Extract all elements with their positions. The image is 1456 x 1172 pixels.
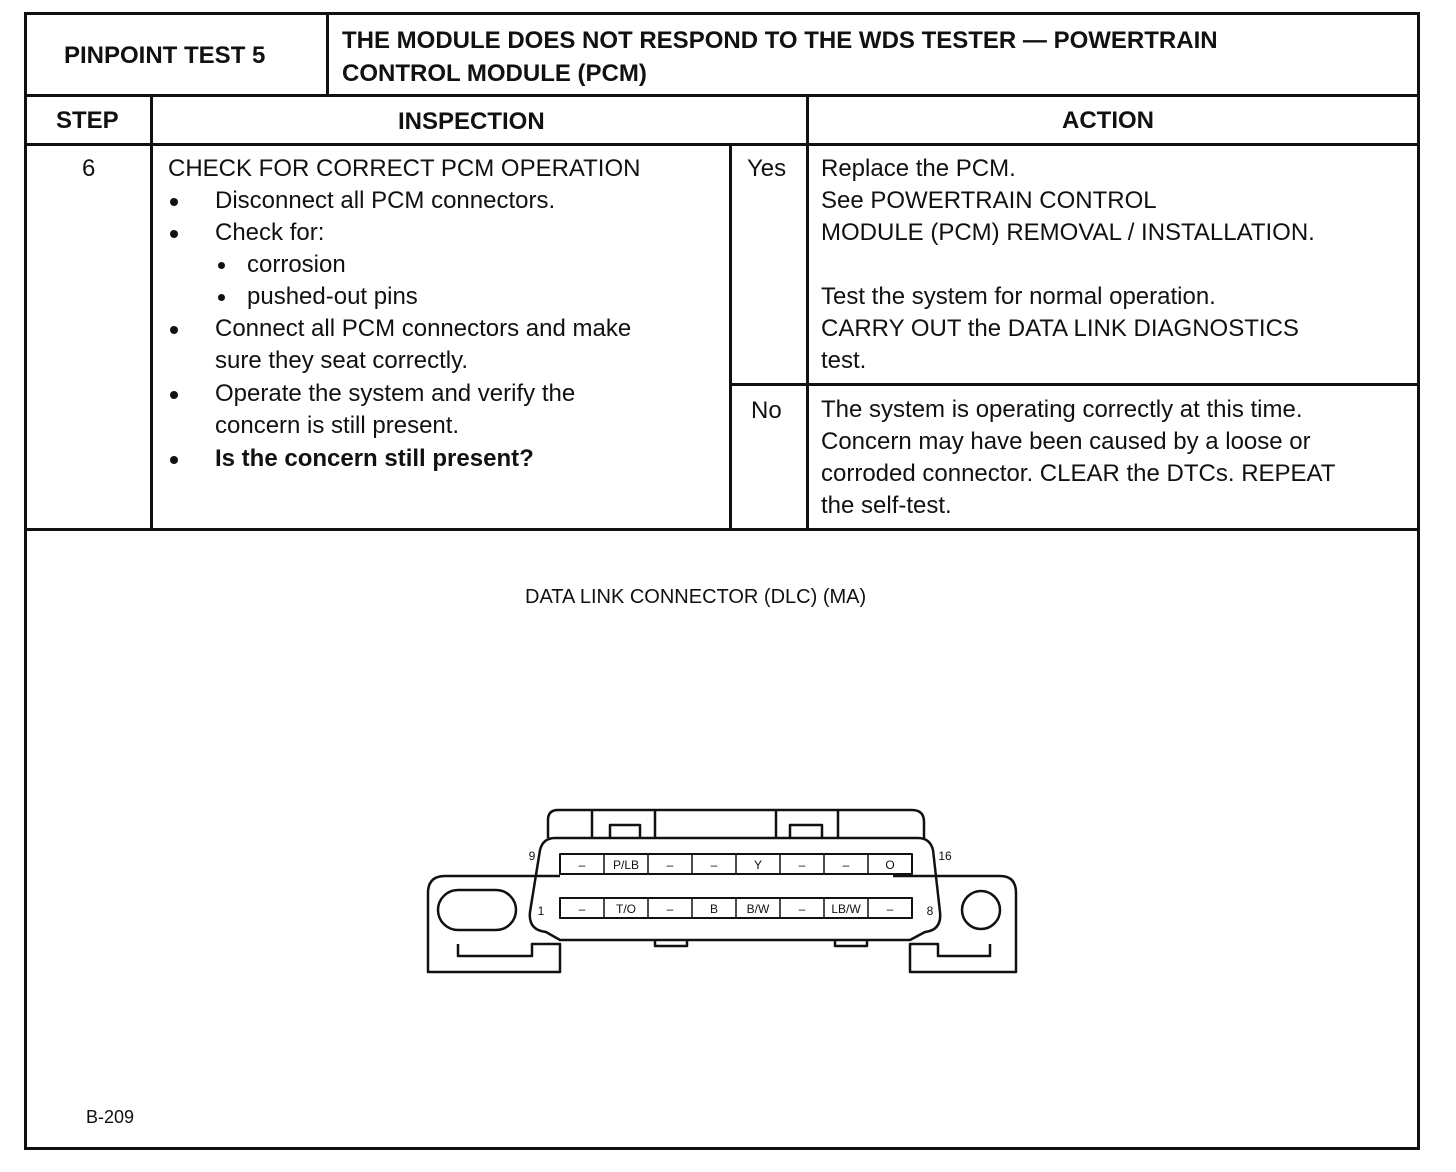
bottom-pin-label-5: – <box>798 902 806 916</box>
no-action-line: the self-test. <box>821 492 952 519</box>
sub-bullet-dot <box>218 262 225 269</box>
top-pin-label-7: O <box>885 858 895 872</box>
bottom-pin-label-0: – <box>578 902 586 916</box>
inspection-bullet: Connect all PCM connectors and make <box>215 315 632 342</box>
inspection-sub-bullet: corrosion <box>247 251 346 278</box>
inspection-bullet: Disconnect all PCM connectors. <box>215 187 556 214</box>
top-pin-label-6: – <box>842 858 850 872</box>
top-pin-label-5: – <box>798 858 806 872</box>
top-pin-label-2: – <box>666 858 674 872</box>
inspection-bullet-continued: sure they seat correctly. <box>215 347 468 374</box>
step-number: 6 <box>82 155 96 182</box>
right-mounting-hole <box>962 891 1000 929</box>
bottom-pin-label-1: T/O <box>616 902 636 916</box>
top-pin-label-4: Y <box>753 858 763 872</box>
inspection-column-header: INSPECTION <box>398 108 545 135</box>
no-action-line: corroded connector. CLEAR the DTCs. REPEAT <box>821 460 1336 487</box>
inspection-bullet: Operate the system and verify the <box>215 380 576 407</box>
action-col-divider <box>806 94 809 530</box>
bullet-dot <box>170 456 178 464</box>
connector-latch-notch <box>610 825 822 838</box>
no-action-line: The system is operating correctly at this time. <box>821 396 1303 423</box>
left-mounting-hole <box>438 890 516 930</box>
no-action-line: Concern may have been caused by a loose or <box>821 428 1311 455</box>
pinpoint-test-label: PINPOINT TEST 5 <box>64 42 266 69</box>
step-col-divider <box>150 94 153 530</box>
top-pin-label-3: – <box>710 858 718 872</box>
yes-action-line: See POWERTRAIN CONTROL <box>821 187 1157 214</box>
bullet-dot <box>170 230 178 238</box>
yes-action-line: MODULE (PCM) REMOVAL / INSTALLATION. <box>821 219 1315 246</box>
inspection-sub-bullet: pushed-out pins <box>247 283 418 310</box>
bottom-pin-label-6: LB/W <box>831 902 861 916</box>
connector-latch <box>548 810 924 838</box>
inspection-bullet-continued: concern is still present. <box>215 412 460 439</box>
yes-action-line: Replace the PCM. <box>821 155 1016 182</box>
header-divider <box>24 94 1420 97</box>
inspection-bullet: Check for: <box>215 219 325 246</box>
pin-dividers-bottom <box>604 898 868 918</box>
action-column-header: ACTION <box>1062 107 1154 134</box>
header-col-divider <box>326 12 329 96</box>
bullet-dot <box>170 198 178 206</box>
figure-caption: DATA LINK CONNECTOR (DLC) (MA) <box>525 586 867 608</box>
table-bottom-divider <box>24 528 1420 531</box>
pin-number-8: 8 <box>926 904 934 918</box>
sub-bullet-dot <box>218 294 225 301</box>
top-pin-label-0: – <box>578 858 586 872</box>
pin-number-1: 1 <box>537 904 545 918</box>
bottom-pin-label-3: B <box>709 902 719 916</box>
yes-action-line: Test the system for normal operation. <box>821 283 1216 310</box>
inspection-question: Is the concern still present? <box>215 445 534 472</box>
data-link-connector-diagram <box>420 800 1030 985</box>
yesno-col-divider <box>729 143 732 530</box>
bottom-pin-label-2: – <box>666 902 674 916</box>
no-label: No <box>751 397 782 424</box>
figure-id: B-209 <box>86 1107 135 1127</box>
inspection-title: CHECK FOR CORRECT PCM OPERATION <box>168 155 641 182</box>
bottom-pin-label-4: B/W <box>746 902 770 916</box>
pin-dividers-top <box>604 854 868 874</box>
yes-action-line: test. <box>821 347 867 374</box>
bullet-dot <box>170 326 178 334</box>
pin-number-9: 9 <box>528 849 536 863</box>
top-pin-label-1: P/LB <box>612 858 640 872</box>
step-column-header: STEP <box>56 107 119 134</box>
test-title-line2: CONTROL MODULE (PCM) <box>342 60 647 87</box>
bottom-pin-label-7: – <box>886 902 894 916</box>
test-title-line1: THE MODULE DOES NOT RESPOND TO THE WDS TESTER — POWERTRAIN <box>342 27 1218 54</box>
yes-label: Yes <box>747 155 787 182</box>
bullet-dot <box>170 391 178 399</box>
yes-no-divider <box>730 383 1420 386</box>
yes-action-line: CARRY OUT the DATA LINK DIAGNOSTICS <box>821 315 1299 342</box>
right-mounting-flange <box>893 876 1016 972</box>
column-header-divider <box>24 143 1420 146</box>
pin-number-16: 16 <box>938 849 952 863</box>
